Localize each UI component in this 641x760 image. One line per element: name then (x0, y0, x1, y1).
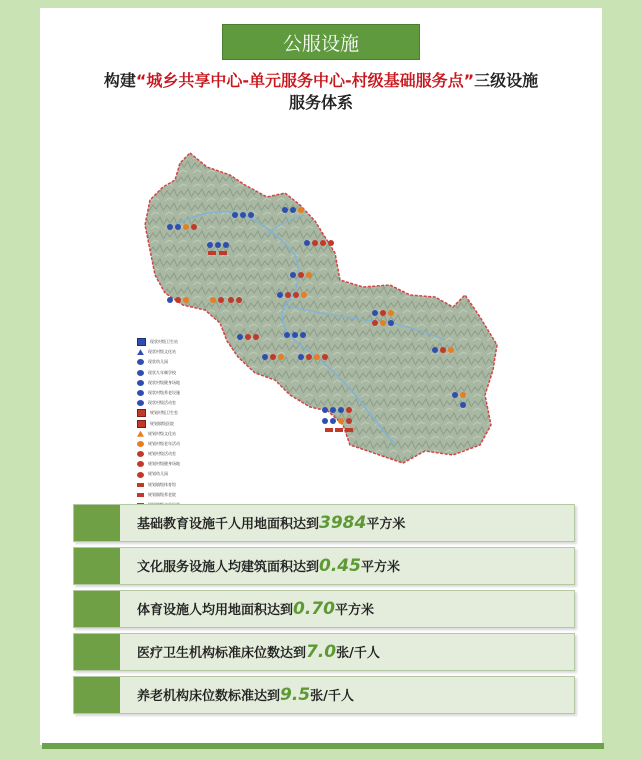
stat-text (137, 677, 354, 713)
legend-item (137, 408, 217, 418)
stat-unit: 平方米 (366, 517, 406, 532)
legend-item (137, 398, 217, 408)
legend-label: 规划镇级养老院 (148, 491, 176, 497)
red-circle-icon (137, 451, 144, 457)
legend-item (137, 378, 217, 388)
subtitle-suffix: 三级设施 (474, 71, 539, 90)
stat-bar-3 (73, 590, 575, 628)
legend-label: 规划村级文化站 (148, 430, 176, 436)
legend-label: 现状九年制学校 (148, 369, 176, 375)
blue-square-icon (137, 338, 146, 346)
stat-text (137, 634, 380, 670)
blue-triangle-icon (137, 349, 144, 355)
stat-accent-block (74, 677, 120, 713)
legend-label: 现状村级文化站 (148, 349, 176, 355)
legend-label: 现状村级卫生站 (150, 339, 178, 344)
stat-value: 7.0 (306, 642, 337, 662)
red-rect-icon (137, 493, 144, 497)
orange-circle-icon (137, 441, 144, 447)
blue-circle-icon (137, 380, 144, 386)
section-title-badge (222, 24, 420, 60)
stat-value: 0.70 (293, 599, 335, 619)
stat-bar-5 (73, 676, 575, 714)
legend-label: 规划村级活动室 (148, 451, 176, 457)
blue-circle-icon (137, 359, 144, 365)
red-square-icon (137, 409, 146, 417)
legend-item (137, 347, 217, 357)
legend-item (137, 469, 217, 479)
legend-item (137, 480, 217, 490)
stat-text (137, 591, 374, 627)
stat-accent-block (74, 634, 120, 670)
legend-item (137, 388, 217, 398)
legend-label: 规划村级老年活动 (148, 440, 180, 446)
subtitle-prefix: 构建 (103, 71, 136, 90)
stat-bar-2 (73, 547, 575, 585)
stat-unit: 张/千人 (310, 689, 354, 704)
legend-item (137, 337, 217, 347)
stat-label: 体育设施人均用地面积达到 (137, 603, 294, 618)
subtitle-highlight: “城乡共享中心-单元服务中心-村级基础服务点” (135, 71, 475, 90)
legend-item (137, 459, 217, 469)
stat-label: 基础教育设施千人用地面积达到 (137, 517, 320, 532)
stat-label: 医疗卫生机构标准床位数达到 (137, 646, 307, 661)
red-square-icon (137, 420, 146, 428)
legend-item (137, 490, 217, 500)
legend-label: 规划村级卫生室 (150, 410, 178, 416)
card-bottom-bar (42, 743, 604, 749)
stat-accent-block (74, 548, 120, 584)
subtitle-line2: 服务体系 (288, 93, 353, 112)
legend-item (137, 429, 217, 439)
red-rect-icon (137, 483, 144, 487)
legend-item (137, 439, 217, 449)
stat-text (137, 505, 405, 541)
legend-item (137, 368, 217, 378)
legend-label: 规划幼儿园 (148, 471, 168, 477)
stat-unit: 张/千人 (336, 646, 380, 661)
stat-value: 9.5 (280, 685, 311, 705)
legend-label: 现状村级健身场地 (148, 379, 180, 385)
stat-unit: 平方米 (360, 560, 400, 575)
legend-item (137, 357, 217, 367)
stat-value: 0.45 (319, 556, 361, 576)
blue-circle-icon (137, 370, 144, 376)
legend-item (137, 449, 217, 459)
red-circle-icon (137, 472, 144, 478)
stat-bar-4 (73, 633, 575, 671)
stat-label: 养老机构床位数标准达到 (137, 689, 281, 704)
stat-accent-block (74, 591, 120, 627)
stat-bar-1 (73, 504, 575, 542)
legend-label: 现状村级养老设施 (148, 389, 180, 395)
stat-label: 文化服务设施人均建筑面积达到 (137, 560, 320, 575)
orange-triangle-icon (137, 431, 144, 437)
legend-label: 规划镇级体育馆 (148, 481, 176, 487)
stat-value: 3984 (319, 513, 367, 533)
blue-circle-icon (137, 400, 144, 406)
stat-accent-block (74, 505, 120, 541)
stat-text (137, 548, 400, 584)
legend-label: 规划镇级医院 (150, 420, 174, 426)
blue-circle-icon (137, 390, 144, 396)
stat-unit: 平方米 (334, 603, 374, 618)
legend-label: 规划村级健身场地 (148, 461, 180, 467)
legend-label: 现状幼儿园 (148, 359, 168, 365)
legend-label: 现状村级活动室 (148, 400, 176, 406)
red-circle-icon (137, 461, 144, 467)
subtitle (60, 70, 582, 114)
section-title-text: 公服设施 (282, 32, 359, 55)
legend-item (137, 419, 217, 429)
map-legend (137, 337, 217, 520)
